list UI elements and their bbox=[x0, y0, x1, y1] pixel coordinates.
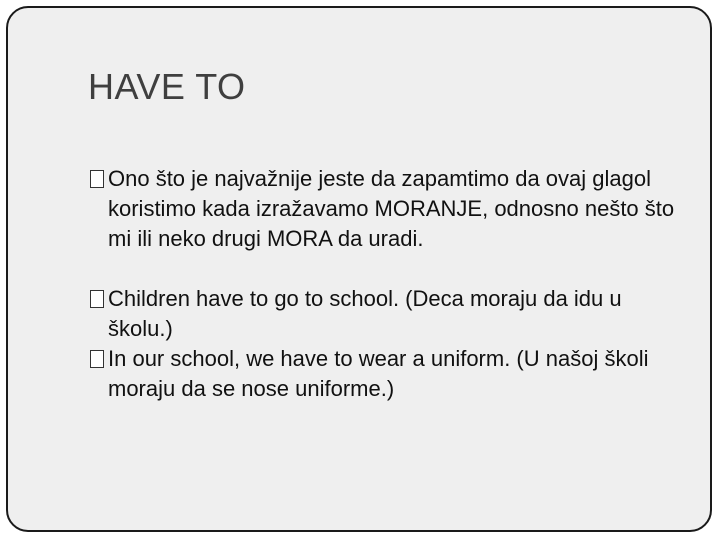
missing-glyph-box-icon bbox=[90, 170, 104, 188]
missing-glyph-box-icon bbox=[90, 290, 104, 308]
bullet-item bbox=[88, 284, 678, 344]
bullet-text: In our school, we have to wear a uniform. (U našoj školi moraju da se nose uniforme.) bbox=[108, 346, 649, 401]
slide-frame bbox=[6, 6, 712, 532]
bullet-item bbox=[88, 344, 678, 404]
bullet-text: Children have to go to school. (Deca moraju da idu u školu.) bbox=[108, 286, 622, 341]
missing-glyph-box-icon bbox=[90, 350, 104, 368]
bullet-item bbox=[88, 164, 678, 254]
bullet-list bbox=[88, 164, 678, 404]
bullet-text: Ono što je najvažnije jeste da zapamtimo da ovaj glagol koristimo kada izražavamo MORANJE, odnosno nešto što mi ili neko drugi MORA da uradi. bbox=[108, 166, 675, 251]
slide-title: HAVE TO bbox=[88, 66, 246, 107]
